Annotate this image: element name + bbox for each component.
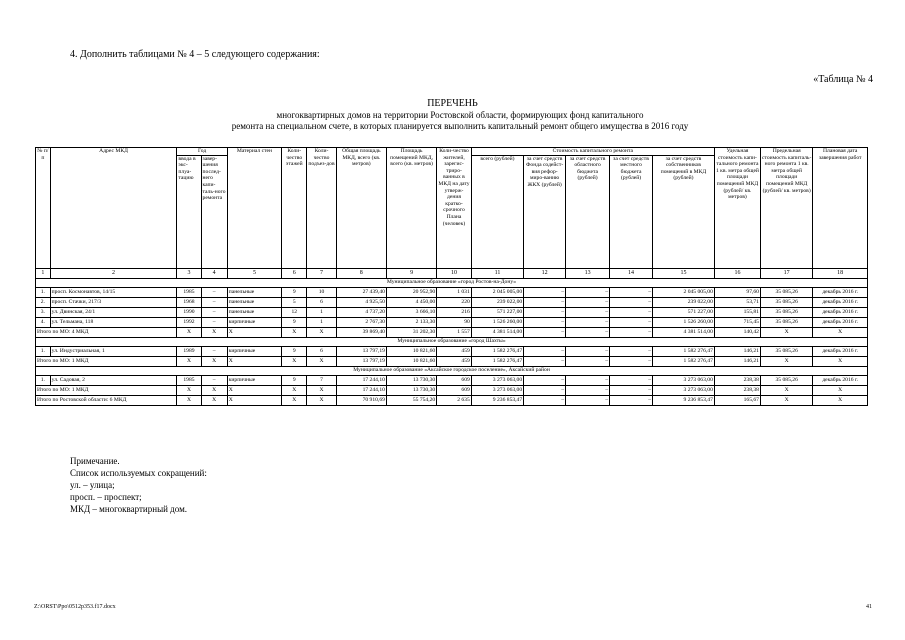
total-cell: – [610,385,653,395]
table-cell: – [566,307,610,317]
table-cell: – [610,317,653,327]
table-cell: 715,45 [714,317,760,327]
table-cell: 4 737,20 [336,307,386,317]
total-cell: – [524,385,566,395]
total-cell: 9 236 853,47 [471,395,523,405]
subtitle-line-2: ремонта на специальном счете, в которых планируется выполнить капитальный ремонт общего имущества в 2016 году [231,121,689,131]
header-cost-local: за счет средств местного бюджета (рублей) [610,155,653,268]
header-premises-area: Площадь помещений МКД, всего (кв. метров) [386,148,436,269]
header-cost-fund: за счет средств Фонда содейст-вия рефор-миро-ванию ЖКХ (рублей) [524,155,566,268]
table-cell: 35 085,26 [760,307,812,317]
total-cell: X [307,385,336,395]
header-year: Год [177,148,227,156]
table-cell: 9 [282,375,307,385]
table-cell: 17 244,10 [336,375,386,385]
table-body [36,148,868,406]
table-cell: – [566,375,610,385]
table-cell: 571 227,00 [471,307,523,317]
header-cost-owners: за счет средств собственников помещений в МКД (рублей) [653,155,715,268]
table-cell: – [610,287,653,297]
total-cell: X [760,395,812,405]
table-cell: панельные [227,307,281,317]
column-number-cell: 4 [201,268,227,278]
total-cell: X [760,356,812,366]
header-year-finish: завер-шения послед-него капи-таль-ного ремонта [201,155,227,268]
total-cell: – [610,327,653,337]
total-cell: X [227,327,281,337]
section-title-row [36,278,868,287]
total-cell: X [177,356,201,366]
total-cell: 31 202,30 [386,327,436,337]
section-title-row [36,366,868,375]
table-cell: 1989 [177,346,201,356]
table-cell: – [524,317,566,327]
total-cell: 3 273 063,00 [471,385,523,395]
column-number-cell: 6 [282,268,307,278]
table-cell: – [201,297,227,307]
column-number-cell: 3 [177,268,201,278]
table-cell: 4 925,50 [336,297,386,307]
table-cell: – [610,375,653,385]
table-cell: 12 [282,307,307,317]
column-number-cell: 13 [566,268,610,278]
table-cell: 1 582 276,47 [653,346,715,356]
total-cell: – [610,395,653,405]
header-limit-cost: Предельная стоимость капиталь-ного ремонта 1 кв. метра общей площади помещений МКД (рублей/ кв. метров) [760,148,812,269]
table-cell: 238,38 [714,375,760,385]
total-cell: – [566,395,610,405]
total-cell: X [760,385,812,395]
total-cell: 459 [437,356,472,366]
table-cell: панельные [227,297,281,307]
total-label-cell: Итого по МО: 1 МКД [36,356,177,366]
column-number-cell: 12 [524,268,566,278]
table-cell: 1992 [177,317,201,327]
header-floors: Коли-чество этажей [282,148,307,269]
header-cost-region: за счет средств областного бюджета (рублей) [566,155,610,268]
total-cell: X [177,327,201,337]
total-cell: 1 557 [437,327,472,337]
total-cell: 70 910,69 [336,395,386,405]
header-cost: Стоимость капитального ремонта [471,148,714,156]
table-cell: кирпичные [227,375,281,385]
total-cell: 55 754,20 [386,395,436,405]
header-entrances: Коли-чество подъез-дов [307,148,336,269]
table-cell: 459 [437,346,472,356]
table-cell: 20 952,90 [386,287,436,297]
total-cell: X [201,356,227,366]
table-cell: – [524,297,566,307]
total-cell: 238,38 [714,385,760,395]
section-title: Муниципальное образование «Аксайское городское поселение», Аксайский район [36,366,868,375]
total-cell: 13 797,19 [336,356,386,366]
total-label-cell: Итого по Ростовской области: 6 МКД [36,395,177,405]
table-cell: 7 [307,375,336,385]
table-cell: декабрь 2016 г. [813,287,868,297]
total-cell: 140,42 [714,327,760,337]
table-cell: 1985 [177,287,201,297]
table-cell: 239 022,00 [653,297,715,307]
table-cell: – [610,346,653,356]
total-cell: X [813,356,868,366]
table-cell: ул. Индустриальная, 1 [50,346,177,356]
table-tag: «Таблица № 4 [813,74,873,85]
table-cell: 1 [307,307,336,317]
table-cell: – [566,317,610,327]
total-cell: X [227,385,281,395]
table-cell: просп. Космонавтов, 14/15 [50,287,177,297]
table-cell: 10 [307,287,336,297]
total-cell: X [177,395,201,405]
table-cell: 146,21 [714,346,760,356]
table-cell: 1 526 260,00 [653,317,715,327]
column-number-cell: 16 [714,268,760,278]
table-cell: 6 [307,346,336,356]
table-cell: кирпичные [227,317,281,327]
table-cell: 35 085,26 [760,317,812,327]
table-cell: 2 133,30 [386,317,436,327]
header-num: № п/п [36,148,51,269]
table-cell: 1. [36,287,51,297]
total-cell: 1 582 276,47 [653,356,715,366]
document-subtitle [150,110,770,132]
section-title: Муниципальное образование «город Ростов-на-Дону» [36,278,868,287]
table-cell: 1. [36,375,51,385]
table-cell: 3 273 063,00 [471,375,523,385]
table-cell: – [566,287,610,297]
total-cell: 3 273 063,00 [653,385,715,395]
table-cell: 6 [307,297,336,307]
table-cell: 1 031 [437,287,472,297]
total-cell: 146,21 [714,356,760,366]
intro-paragraph: 4. Дополнить таблицами № 4 – 5 следующего содержания: [70,49,320,60]
subtitle-line-1: многоквартирных домов на территории Ростовской области, формирующих фонд капитального [276,110,644,120]
total-cell: 165,67 [714,395,760,405]
total-cell: X [282,385,307,395]
total-cell: X [813,385,868,395]
column-number-cell: 1 [36,268,51,278]
notes-block [70,455,207,515]
page-number: 41 [866,604,872,610]
total-cell: 609 [437,385,472,395]
table-cell: 1968 [177,297,201,307]
total-cell: X [813,395,868,405]
table-cell: 239 022,00 [471,297,523,307]
table-cell: – [610,307,653,317]
table-cell: просп. Стачки, 217/3 [50,297,177,307]
table-cell: 27 439,40 [336,287,386,297]
table-cell: – [201,375,227,385]
table-cell: 9 [282,317,307,327]
table-cell: 13 797,19 [336,346,386,356]
table-row [36,307,868,317]
column-number-row [36,268,868,278]
column-number-cell: 8 [336,268,386,278]
table-cell: 53,71 [714,297,760,307]
header-unit-cost: Удельная стоимость капи-тального ремонта 1 кв. метра общей площади помещений МКД (рублей/ кв. метров) [714,148,760,269]
table-cell: 4. [36,317,51,327]
column-number-cell: 15 [653,268,715,278]
total-cell: – [524,327,566,337]
total-cell: 17 244,10 [336,385,386,395]
total-cell: X [227,395,281,405]
table-cell: 97,60 [714,287,760,297]
table-cell: 35 085,26 [760,346,812,356]
notes-item: просп. – проспект; [70,492,142,502]
column-number-cell: 11 [471,268,523,278]
total-cell: 4 381 514,00 [471,327,523,337]
total-cell: X [282,327,307,337]
header-row-1 [36,148,868,156]
table-cell: – [201,317,227,327]
table-cell: 220 [437,297,472,307]
grand-total-row [36,395,868,405]
total-cell: X [201,327,227,337]
footer-file-path: Z:\ORST\Ppo\0512p353.f17.docx [34,604,116,610]
total-cell: 39 869,40 [336,327,386,337]
table-cell: 10 821,60 [386,346,436,356]
total-cell: 4 381 514,00 [653,327,715,337]
notes-heading: Примечание. [70,456,120,466]
table-cell: – [524,287,566,297]
table-cell: 2. [36,297,51,307]
total-cell: X [201,385,227,395]
table-cell: 1 526 260,00 [471,317,523,327]
total-cell: X [177,385,201,395]
table-cell: 9 [282,346,307,356]
table-cell: – [566,346,610,356]
section-total-row [36,356,868,366]
total-cell: 1 582 276,47 [471,356,523,366]
total-cell: X [201,395,227,405]
document-title: ПЕРЕЧЕНЬ [427,98,478,109]
column-number-cell: 5 [227,268,281,278]
table-cell: 216 [437,307,472,317]
total-cell: X [307,356,336,366]
total-cell: X [760,327,812,337]
table-cell: декабрь 2016 г. [813,375,868,385]
total-cell: X [227,356,281,366]
total-cell: – [566,385,610,395]
table-cell: 1 582 276,47 [471,346,523,356]
total-cell: X [282,395,307,405]
table-row [36,287,868,297]
table-cell: 35 085,26 [760,287,812,297]
table-cell: 3 666,10 [386,307,436,317]
notes-item: МКД – многоквартирный дом. [70,504,188,514]
table-cell: – [566,297,610,307]
header-address: Адрес МКД [50,148,177,269]
table-cell: 2 045 005,00 [653,287,715,297]
total-cell: 9 236 853,47 [653,395,715,405]
total-cell: X [813,327,868,337]
table-cell: 1985 [177,375,201,385]
header-plan-date: Плановая дата завершения работ [813,148,868,269]
table-cell: – [201,287,227,297]
column-number-cell: 14 [610,268,653,278]
table-cell: декабрь 2016 г. [813,346,868,356]
table-cell: 2 045 005,00 [471,287,523,297]
table-row [36,297,868,307]
table-cell: 155,81 [714,307,760,317]
table-cell: ул. Двинская, 24/1 [50,307,177,317]
section-total-row [36,385,868,395]
table-cell: панельные [227,287,281,297]
table-cell: 3 273 063,00 [653,375,715,385]
table-cell: декабрь 2016 г. [813,307,868,317]
table-cell: 13 730,30 [386,375,436,385]
column-number-cell: 9 [386,268,436,278]
total-cell: 13 730,30 [386,385,436,395]
table-row [36,375,868,385]
header-year-commission: ввода в экс-плуа-тацию [177,155,201,268]
header-wall: Материал стен [227,148,281,269]
column-number-cell: 18 [813,268,868,278]
total-label-cell: Итого по МО: 1 МКД [36,385,177,395]
table-cell: 35 085,26 [760,375,812,385]
table-cell: 1 [307,317,336,327]
table-cell: ул. Тельмана, 118 [50,317,177,327]
column-number-cell: 7 [307,268,336,278]
section-title-row [36,337,868,346]
total-cell: X [282,356,307,366]
total-cell: X [307,327,336,337]
column-number-cell: 2 [50,268,177,278]
table-cell: – [524,375,566,385]
header-cost-total: всего (рублей) [471,155,523,268]
column-number-cell: 17 [760,268,812,278]
table-cell: 5 [282,297,307,307]
total-label-cell: Итого по МО: 4 МКД [36,327,177,337]
table-cell: 609 [437,375,472,385]
table-cell: 1. [36,346,51,356]
table-cell: 2 767,30 [336,317,386,327]
total-cell: 2 635 [437,395,472,405]
table-cell: – [524,346,566,356]
table-cell: – [201,346,227,356]
table-cell: 35 085,26 [760,297,812,307]
table-cell: декабрь 2016 г. [813,297,868,307]
table-cell: кирпичные [227,346,281,356]
total-cell: – [566,327,610,337]
houses-table [35,147,868,406]
table-row [36,317,868,327]
section-title: Муниципальное образование «город Шахты» [36,337,868,346]
notes-list-title: Список используемых сокращений: [70,468,207,478]
table-cell: 90 [437,317,472,327]
table-cell: 9 [282,287,307,297]
header-residents: Коли-чество жителей, зарегис-триро-ванных в МКД на дату утверж-дения кратко-срочного Плана (человек) [437,148,472,269]
table-cell: 1990 [177,307,201,317]
notes-item: ул. – улица; [70,480,115,490]
total-cell: X [307,395,336,405]
total-cell: – [610,356,653,366]
header-total-area: Общая площадь МКД, всего (кв. метров) [336,148,386,269]
total-cell: – [566,356,610,366]
section-total-row [36,327,868,337]
table-cell: 3. [36,307,51,317]
table-cell: – [201,307,227,317]
table-cell: 571 227,00 [653,307,715,317]
total-cell: – [524,395,566,405]
table-cell: декабрь 2016 г. [813,317,868,327]
total-cell: 10 821,60 [386,356,436,366]
total-cell: – [524,356,566,366]
column-number-cell: 10 [437,268,472,278]
table-cell: – [524,307,566,317]
table-cell: – [610,297,653,307]
table-cell: ул. Садовая, 2 [50,375,177,385]
table-cell: 4 450,00 [386,297,436,307]
table-row [36,346,868,356]
